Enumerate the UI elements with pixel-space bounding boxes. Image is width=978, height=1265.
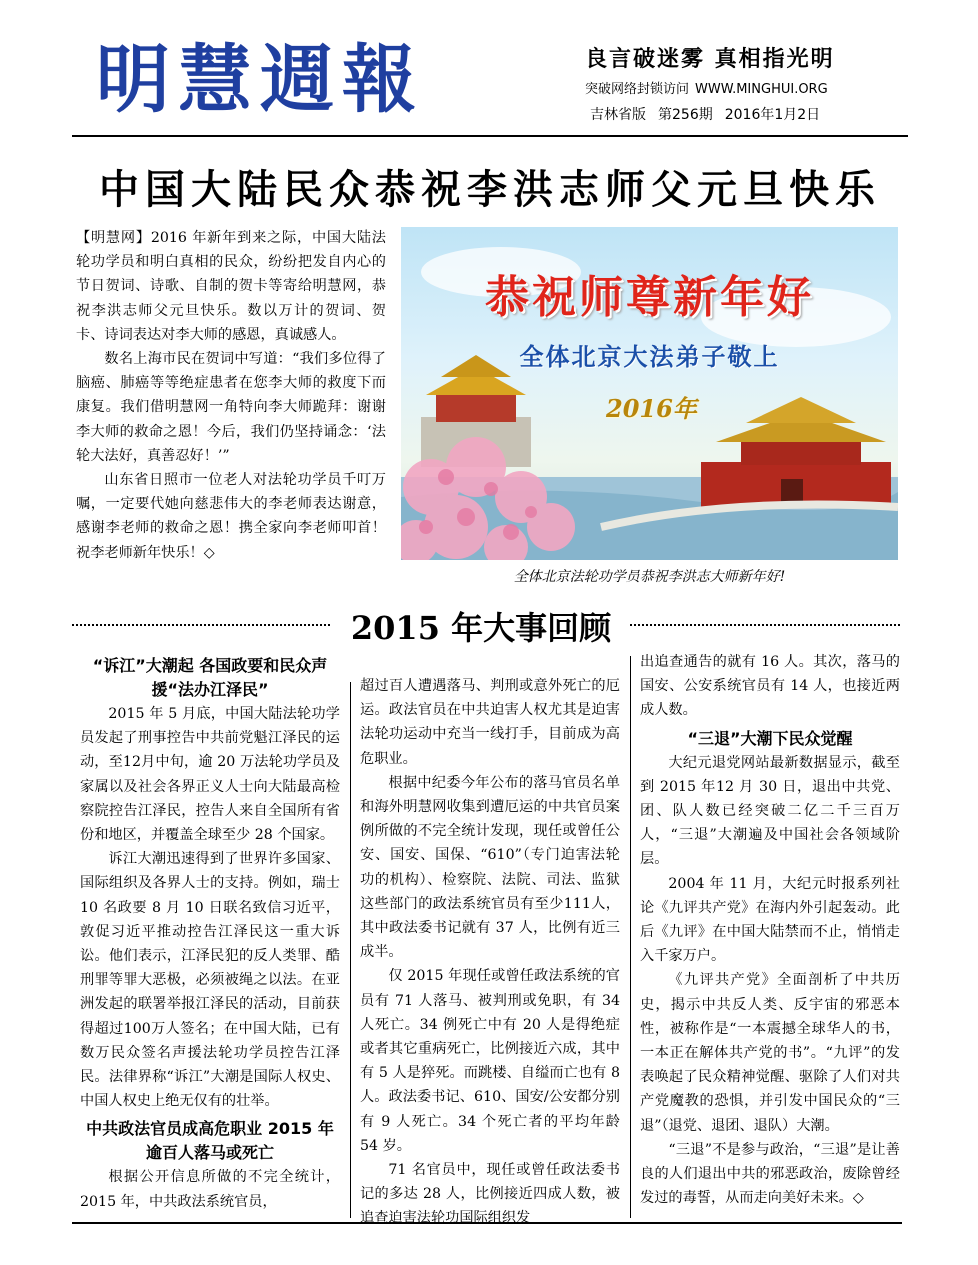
lead-paragraph-1: 【明慧网】2016 年新年到来之际，中国大陆法轮功学员和明白真相的民众，纷纷把发自内心的节日贺词、诗歌、自制的贺卡等寄给明慧网，恭祝李洪志师父元旦快乐。数以万计的贺词、贺卡、诗词表达对李大师的感恩，真诚感人。 <box>76 230 386 343</box>
subheading: 中共政法官员成高危职业 2015 年逾百人落马或死亡 <box>86 1119 334 1163</box>
section-divider-right <box>630 624 900 626</box>
edition-line <box>590 104 832 124</box>
paragraph: “三退”不是参与政治，“三退”是让善良的人们退出中共的邪恶政治，废除曾经发过的毒誓，从而走向美好未来。◇ <box>640 1141 900 1207</box>
paragraph: 《九评共产党》全面剖析了中共历史，揭示中共反人类、反宇宙的邪恶本性，被称作是“一本震撼全球华人的书，一本正在解体共产党的书”。“九评”的发表唤起了民众精神觉醒、驱除了人们对共产党魔教的恐惧，并引发中国民众的“三退”（退党、退团、退队）大潮。 <box>640 972 900 1134</box>
edition-name: 吉林省版 <box>590 107 646 123</box>
access-text: 突破网络封锁访问 <box>585 82 690 97</box>
article-column-1 <box>80 650 340 1214</box>
masthead-title: 明慧週報 <box>96 37 424 123</box>
paragraph: 根据公开信息所做的不完全统计，2015 年，中共政法系统官员， <box>80 1169 340 1210</box>
masthead-divider <box>72 135 908 137</box>
card-subtitle: 全体北京大法弟子敬上 <box>519 342 780 371</box>
paragraph: 大纪元退党网站最新数据显示，截至到 2015 年12 月 30 日，退出中共党、团、队人数已经突破二亿二千三百万人，“三退”大潮遍及中国社会各领域阶层。 <box>640 754 900 868</box>
masthead-slogan: 良言破迷雾 真相指光明 <box>585 47 835 72</box>
image-caption: 全体北京法轮功学员恭祝李洪志大师新年好! <box>513 569 786 585</box>
greeting-card-image <box>401 227 898 560</box>
subheading: “诉江”大潮起 各国政要和民众声援“法办江泽民” <box>92 656 328 699</box>
lead-paragraph-2: 数名上海市民在贺词中写道：“我们多位得了脑癌、肺癌等等绝症患者在您李大师的救度下而康复。我们借明慧网一角特向李大师跪拜：谢谢李大师的救命之恩！今后，我们仍坚持诵念：‘法轮大法好，真善忍好！’” <box>76 351 386 464</box>
paragraph: 根据中纪委今年公布的落马官员名单和海外明慧网收集到遭厄运的中共官员案例所做的不完全统计发现，现任或曾任公安、国安、国保、“610”（专门迫害法轮功的机构）、检察院、法院、司法、监狱这些部门的政法系统官员有至少111人，其中政法委书记就有 37 人，比例有近三成半。 <box>360 774 620 961</box>
column-divider <box>350 682 351 1218</box>
paragraph: 仅 2015 年现任或曾任政法系统的官员有 71 人落马、被判刑或免职，有 34 人死亡。34 例死亡中有 20 人是得绝症或者其它重病死亡，比例接近六成，其中有 5 人是猝死。而跳楼、自缢而亡也有 8 人。政法委书记、610、国安/公安都分别有 9 人死亡。34 个死亡者的平均年龄 54 岁。 <box>360 968 620 1154</box>
website-url[interactable]: WWW.MINGHUI.ORG <box>695 82 828 97</box>
lead-paragraph-3: 山东省日照市一位老人对法轮功学员千叮万嘱，一定要代她向慈悲伟大的李老师表达谢意，感谢李老师的救命之恩！携全家向李老师叩首！祝李老师新年快乐！◇ <box>76 472 386 561</box>
paragraph: 超过百人遭遇落马、判刑或意外死亡的厄运。政法官员在中共迫害人权尤其是迫害法轮功运动中充当一线打手，目前成为高危职业。 <box>360 678 620 767</box>
card-year: 2016年 <box>606 394 697 423</box>
paragraph: 71 名官员中，现任或曾任政法委书记的多达 28 人，比例接近四成人数，被追查迫害法轮功国际组织发 <box>360 1162 620 1227</box>
section-divider-left <box>72 624 330 626</box>
article-column-3 <box>640 650 900 1210</box>
column-divider <box>630 656 631 1218</box>
paragraph: 2015 年 5 月底，中国大陆法轮功学员发起了刑事控告中共前党魁江泽民的运动，至12月中旬，逾 20 万法轮功学员及家属以及社会各界正义人士向大陆最高检察院控告江泽民，控告人来自全国所有省份和地区，并覆盖全球至少 28 个国家。 <box>80 706 340 844</box>
main-headline: 中国大陆民众恭祝李洪志师父元旦快乐 <box>99 167 881 213</box>
lead-article <box>76 226 386 565</box>
subheading: “三退”大潮下民众觉醒 <box>687 728 853 748</box>
paragraph: 诉江大潮迅速得到了世界许多国家、国际组织及各界人士的支持。例如，瑞士10 名政要 8 月 10 日联名致信习近平，敦促习近平推动控告江泽民这一重大诉讼。他们表示，江泽民犯的反人类罪、酷刑罪等罪大恶极，必须被绳之以法。在亚洲发起的联署举报江泽民的活动，目前获得超过100万人签名；在中国大陆，已有数万民众签名声援法轮功学员控告江泽民。法律界称“诉江”大潮是国际人权史、中国人权史上绝无仅有的壮举。 <box>80 851 340 1110</box>
access-line <box>585 78 828 97</box>
card-title: 恭祝师尊新年好 <box>485 272 814 323</box>
article-column-2 <box>360 674 620 1231</box>
paragraph: 出追查通告的就有 16 人。其次，落马的国安、公安系统官员有 14 人，也接近两成人数。 <box>640 654 900 719</box>
issue-number: 第256期 <box>658 107 713 123</box>
issue-date: 2016年1月2日 <box>724 107 821 123</box>
page-bottom-rule <box>72 1222 902 1224</box>
paragraph: 2004 年 11 月，大纪元时报系列社论《九评共产党》在海内外引起轰动。此后《九评》在中国大陆禁而不止，悄悄走入千家万户。 <box>640 875 900 965</box>
section-title: 2015 年大事回顾 <box>350 609 612 647</box>
